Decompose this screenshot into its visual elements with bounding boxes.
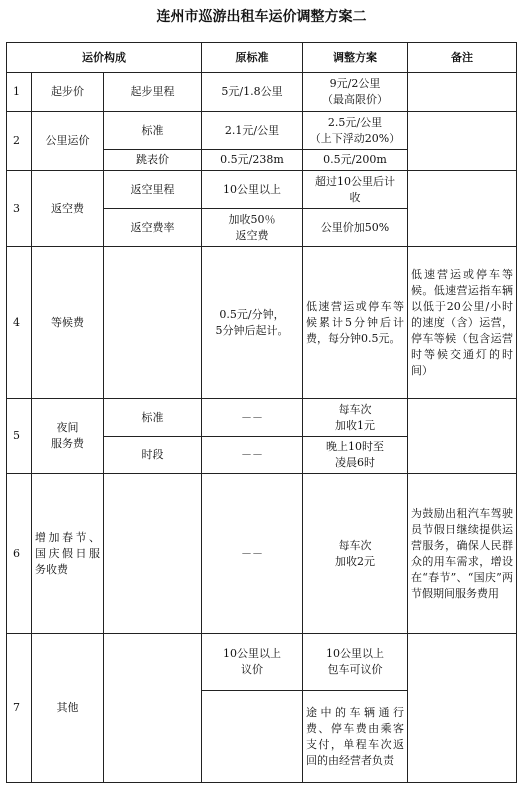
- adjusted-cell: 晚上10时至 凌晨6时: [303, 437, 408, 474]
- fare-table: [6, 42, 517, 783]
- adjusted-cell: 2.5元/公里 （上下浮动20%）: [303, 112, 408, 150]
- table-row: [7, 474, 517, 634]
- row-number: 4: [7, 247, 32, 399]
- document-title: 连州市巡游出租车运价调整方案二: [156, 9, 367, 25]
- remarks-cell: [408, 634, 517, 783]
- category-cell: 等候费: [32, 247, 104, 399]
- category-cell: 增加春节、国庆假日服务收费: [32, 474, 104, 634]
- original-cell: 0.5元/238m: [202, 150, 303, 171]
- header-remarks: 备注: [408, 43, 517, 73]
- original-cell: 10公里以上: [202, 171, 303, 209]
- item-cell: 跳表价: [104, 150, 202, 171]
- remarks-cell: 为鼓励出租汽车驾驶员节假日继续提供运营服务，确保人民群众的用车需求，增设在“春节”、“国庆”两节假期间服务费用: [408, 474, 517, 634]
- table-row: [7, 634, 517, 691]
- remarks-cell: [408, 399, 517, 474]
- original-cell: 2.1元/公里: [202, 112, 303, 150]
- adjusted-cell: 公里价加50%: [303, 209, 408, 247]
- original-cell: 5元/1.8公里: [202, 73, 303, 112]
- adjusted-cell: 10公里以上 包车可议价: [303, 634, 408, 691]
- table-row: [7, 171, 517, 209]
- item-cell: 起步里程: [104, 73, 202, 112]
- item-cell: 时段: [104, 437, 202, 474]
- original-cell: －－: [202, 437, 303, 474]
- row-number: 6: [7, 474, 32, 634]
- category-cell: 其他: [32, 634, 104, 783]
- original-cell: －－: [202, 399, 303, 437]
- original-cell: 加收50％ 返空费: [202, 209, 303, 247]
- table-row: [7, 112, 517, 150]
- remarks-cell: 低速营运或停车等候。低速营运指车辆以低于20公里/小时的速度（含）运营，停车等候（包含运营时等候交通灯的时间）: [408, 247, 517, 399]
- category-cell: 公里运价: [32, 112, 104, 171]
- original-cell: －－: [202, 474, 303, 634]
- adjusted-cell: 超过10公里后计 收: [303, 171, 408, 209]
- category-cell: 夜间 服务费: [32, 399, 104, 474]
- row-number: 5: [7, 399, 32, 474]
- header-row: [7, 43, 517, 73]
- item-cell: 返空里程: [104, 171, 202, 209]
- header-original: 原标准: [202, 43, 303, 73]
- table-row: [7, 247, 517, 399]
- item-cell: [104, 634, 202, 783]
- original-cell: [202, 691, 303, 783]
- remarks-cell: [408, 171, 517, 247]
- table-row: [7, 73, 517, 112]
- remarks-cell: [408, 73, 517, 112]
- row-number: 3: [7, 171, 32, 247]
- category-cell: 起步价: [32, 73, 104, 112]
- row-number: 2: [7, 112, 32, 171]
- item-cell: 返空费率: [104, 209, 202, 247]
- item-cell: 标准: [104, 112, 202, 150]
- header-adjusted: 调整方案: [303, 43, 408, 73]
- adjusted-cell: 每车次 加收2元: [303, 474, 408, 634]
- item-cell: [104, 247, 202, 399]
- remarks-cell: [408, 112, 517, 171]
- category-cell: 返空费: [32, 171, 104, 247]
- header-composition: 运价构成: [7, 43, 202, 73]
- item-cell: 标准: [104, 399, 202, 437]
- adjusted-cell: 0.5元/200m: [303, 150, 408, 171]
- row-number: 7: [7, 634, 32, 783]
- adjusted-cell: 途中的车辆通行费、停车费由乘客支付，单程车次返回的由经营者负责: [303, 691, 408, 783]
- original-cell: 10公里以上 议价: [202, 634, 303, 691]
- table-row: [7, 399, 517, 437]
- adjusted-cell: 低速营运或停车等候累计5分钟后计费，每分钟0.5元。: [303, 247, 408, 399]
- adjusted-cell: 每车次 加收1元: [303, 399, 408, 437]
- item-cell: [104, 474, 202, 634]
- adjusted-cell: 9元/2公里 （最高限价）: [303, 73, 408, 112]
- original-cell: 0.5元/分钟， 5分钟后起计。: [202, 247, 303, 399]
- row-number: 1: [7, 73, 32, 112]
